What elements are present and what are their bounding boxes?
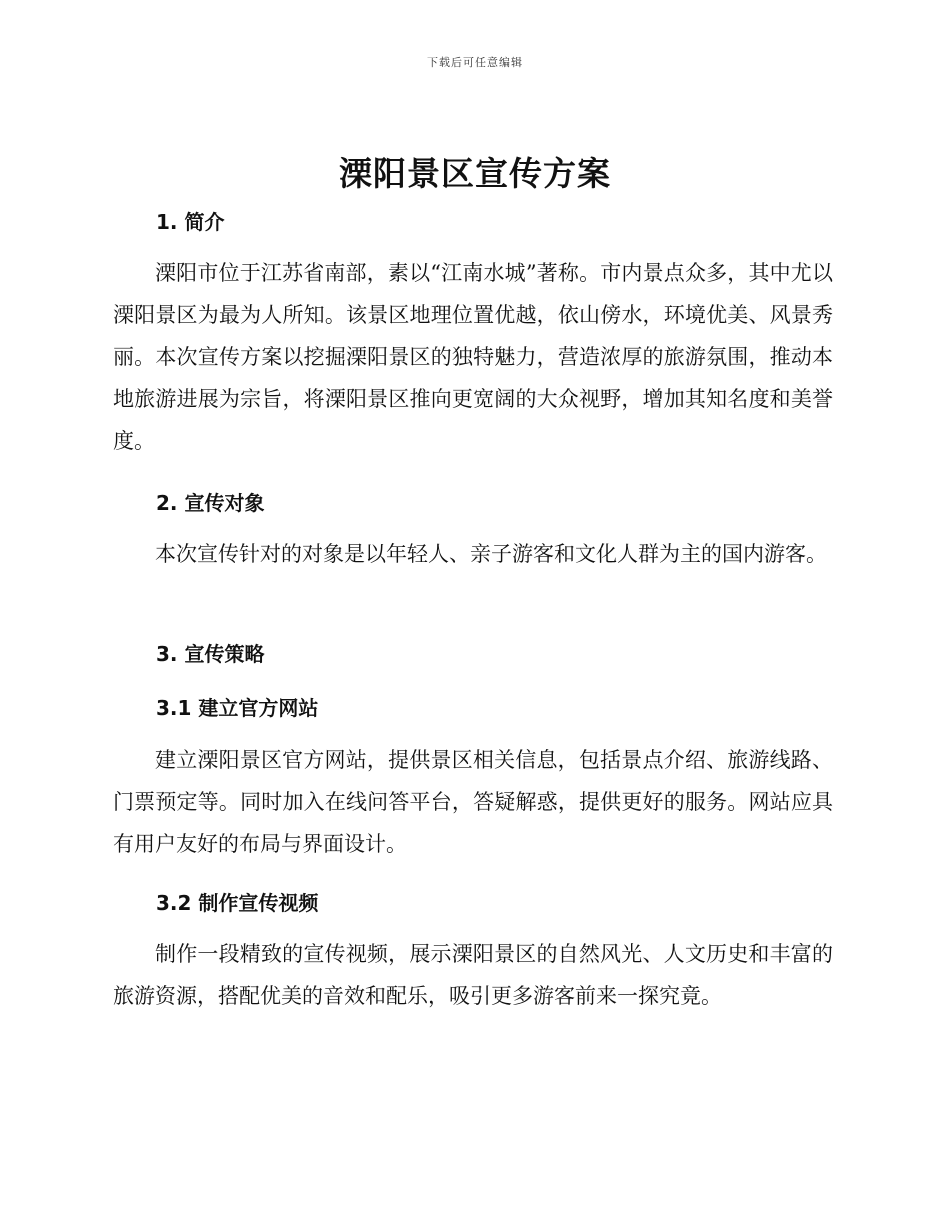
section-heading-intro: 1. 简介: [156, 210, 225, 234]
section-body-intro: 溧阳市位于江苏省南部，素以“江南水城”著称。市内景点众多，其中尤以溧阳景区为最为人所知。该景区地理位置优越，依山傍水，环境优美、风景秀丽。本次宣传方案以挖掘溧阳景区的独特魅力，营造浓厚的旅游氛围，推动本地旅游进展为宗旨，将溧阳景区推向更宽阔的大众视野，增加其知名度和美誉度。: [113, 261, 833, 453]
section-heading-strategy: 3. 宣传策略: [156, 642, 265, 666]
section-body-video: 制作一段精致的宣传视频，展示溧阳景区的自然风光、人文历史和丰富的旅游资源，搭配优美的音效和配乐，吸引更多游客前来一探究竟。: [113, 942, 833, 1008]
section-heading-website: 3.1 建立官方网站: [156, 696, 319, 720]
document-title: 溧阳景区宣传方案: [339, 154, 611, 193]
section-heading-video: 3.2 制作宣传视频: [156, 891, 319, 915]
page-header: 下载后可任意编辑: [427, 56, 523, 69]
section-body-website: 建立溧阳景区官方网站，提供景区相关信息，包括景点介绍、旅游线路、门票预定等。同时加入在线问答平台，答疑解惑，提供更好的服务。网站应具有用户友好的布局与界面设计。: [113, 748, 833, 856]
section-body-audience: 本次宣传针对的对象是以年轻人、亲子游客和文化人群为主的国内游客。: [155, 542, 827, 566]
section-heading-audience: 2. 宣传对象: [156, 491, 265, 515]
